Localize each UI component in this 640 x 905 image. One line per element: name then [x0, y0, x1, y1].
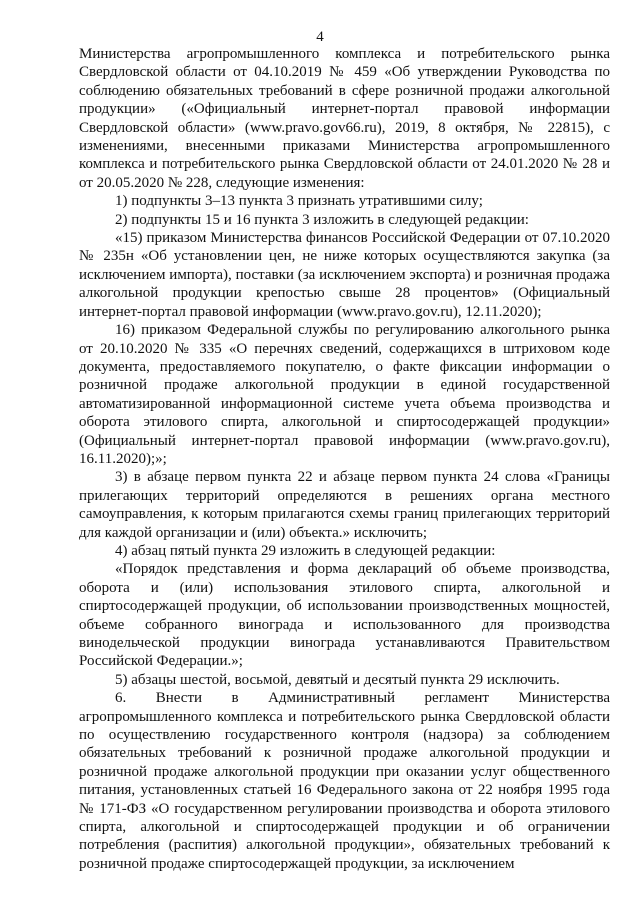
paragraph: 3) в абзаце первом пункта 22 и абзаце первом пункта 24 слова «Границы прилегающих территорий определяются в решениях органа местного самоуправления, к которым прилагаются схемы границ прилегающих территорий для каждой организации и (или) объекта.» исключить; [79, 469, 610, 541]
paragraph: 4) абзац пятый пункта 29 изложить в следующей редакции: [115, 542, 496, 559]
paragraph: 6. Внести в Административный регламент Министерства агропромышленного комплекса и потребительского рынка Свердловской области по осуществлению государственного контроля (надзора) за соблюдением обязательных требований к розничной продаже алкогольной продукции и розничной продаже алкогольной продукции при оказании услуг общественного питания, установленных статьей 16 Федерального закона от 22 ноября 1995 года № 171-ФЗ «О государственном регулировании производства и оборота этилового спирта, алкогольной и спиртосодержащей продукции и об ограничении потребления (распития) алкогольной продукции», обязательных требований к розничной продаже спиртосодержащей продукции, за исключением [79, 690, 610, 872]
paragraph: «Порядок представления и форма деклараций об объеме производства, оборота и (или) использования этилового спирта, алкогольной и спиртосодержащей продукции, об использовании производственных мощностей, объеме собранного винограда и использованного для производства винодельческой продукции винограда устанавливаются Правительством Российской Федерации.»; [79, 561, 610, 670]
paragraph: 16) приказом Федеральной службы по регулированию алкогольного рынка от 20.10.2020 № 335 «О перечнях сведений, содержащихся в штриховом коде документа, предоставляемого покупателю, о факте фиксации информации о розничной продаже алкогольной продукции в единой государственной автоматизированной информационной системе учета объема производства и оборота этилового спирта, алкогольной и спиртосодержащей продукции» (Официальный интернет-портал правовой информации (www.pravo.gov.ru), 16.11.2020);»; [79, 322, 610, 467]
paragraph: 2) подпункты 15 и 16 пункта 3 изложить в следующей редакции: [115, 211, 529, 228]
paragraph: 5) абзацы шестой, восьмой, девятый и десятый пункта 29 исключить. [115, 671, 560, 688]
paragraph: «15) приказом Министерства финансов Российской Федерации от 07.10.2020 № 235н «Об установлении цен, не ниже которых осуществляются закупка (за исключением импорта), поставки (за исключением экспорта) и розничная продажа алкогольной продукции крепостью свыше 28 процентов» (Официальный интернет-портал правовой информации (www.pravo.gov.ru), 12.11.2020); [79, 230, 610, 320]
document-body [79, 45, 610, 873]
page-number: 4 [316, 29, 324, 45]
paragraph: Министерства агропромышленного комплекса и потребительского рынка Свердловской области от 04.10.2019 № 459 «Об утверждении Руководства по соблюдению обязательных требований в сфере розничной продажи алкогольной продукции» («Официальный интернет-портал правовой информации Свердловской области» (www.pravo.gov66.ru), 2019, 8 октября, № 22815), с изменениями, внесенными приказами Министерства агропромышленного комплекса и потребительского рынка Свердловской области от 24.01.2020 № 28 и от 20.05.2020 № 228, следующие изменения: [79, 46, 610, 191]
paragraph: 1) подпункты 3–13 пункта 3 признать утратившими силу; [115, 193, 483, 210]
